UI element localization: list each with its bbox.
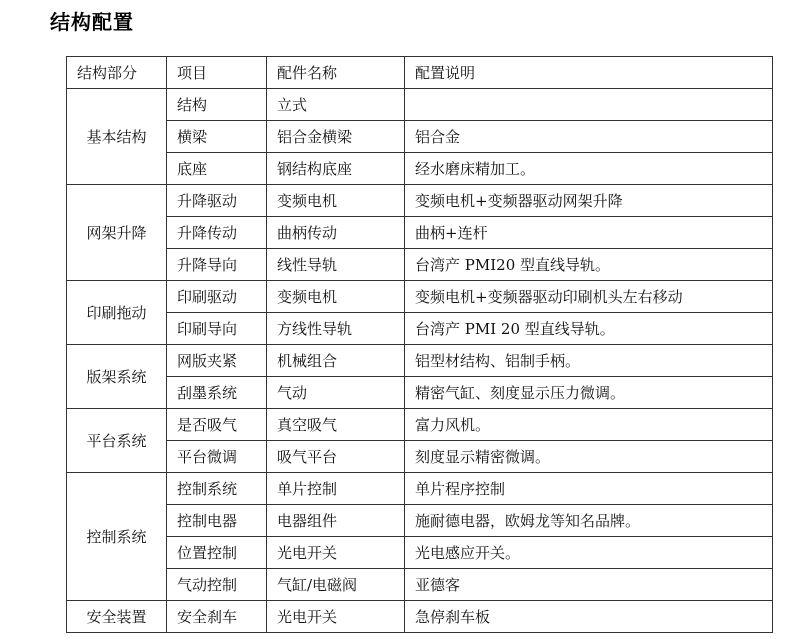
cell-description: 急停刹车板 — [405, 601, 773, 633]
table-row — [67, 185, 773, 217]
cell-component-name: 方线性导轨 — [267, 313, 405, 345]
cell-item: 是否吸气 — [167, 409, 267, 441]
cell-component-name: 机械组合 — [267, 345, 405, 377]
cell-item: 升降导向 — [167, 249, 267, 281]
cell-description: 光电感应开关。 — [405, 537, 773, 569]
cell-description: 亚德客 — [405, 569, 773, 601]
table-row — [67, 217, 773, 249]
cell-component-name: 气缸/电磁阀 — [267, 569, 405, 601]
cell-description: 铝型材结构、铝制手柄。 — [405, 345, 773, 377]
cell-component-name: 钢结构底座 — [267, 153, 405, 185]
cell-part: 印刷拖动 — [67, 281, 167, 345]
cell-description: 铝合金 — [405, 121, 773, 153]
cell-item: 刮墨系统 — [167, 377, 267, 409]
cell-component-name: 单片控制 — [267, 473, 405, 505]
cell-description: 单片程序控制 — [405, 473, 773, 505]
cell-component-name: 吸气平台 — [267, 441, 405, 473]
cell-component-name: 曲柄传动 — [267, 217, 405, 249]
table-row — [67, 377, 773, 409]
cell-description: 刻度显示精密微调。 — [405, 441, 773, 473]
table-row — [67, 569, 773, 601]
cell-component-name: 变频电机 — [267, 281, 405, 313]
cell-description — [405, 89, 773, 121]
cell-item: 升降传动 — [167, 217, 267, 249]
cell-item: 安全刹车 — [167, 601, 267, 633]
cell-component-name: 铝合金横梁 — [267, 121, 405, 153]
table-row — [67, 409, 773, 441]
page-title: 结构配置 — [50, 10, 134, 34]
cell-item: 底座 — [167, 153, 267, 185]
cell-description: 富力风机。 — [405, 409, 773, 441]
cell-description: 施耐德电器，欧姆龙等知名品牌。 — [405, 505, 773, 537]
cell-description: 变频电机+变频器驱动印刷机头左右移动 — [405, 281, 773, 313]
cell-part: 基本结构 — [67, 89, 167, 185]
table-row — [67, 281, 773, 313]
table-row — [67, 313, 773, 345]
header-item: 项目 — [167, 57, 267, 89]
cell-description: 曲柄+连杆 — [405, 217, 773, 249]
header-component-name: 配件名称 — [267, 57, 405, 89]
cell-component-name: 气动 — [267, 377, 405, 409]
cell-component-name: 电器组件 — [267, 505, 405, 537]
cell-part: 版架系统 — [67, 345, 167, 409]
cell-component-name: 立式 — [267, 89, 405, 121]
table-row — [67, 89, 773, 121]
cell-component-name: 变频电机 — [267, 185, 405, 217]
cell-item: 控制系统 — [167, 473, 267, 505]
cell-item: 网版夹紧 — [167, 345, 267, 377]
cell-component-name: 光电开关 — [267, 601, 405, 633]
cell-part: 安全装置 — [67, 601, 167, 633]
table-row — [67, 601, 773, 633]
table-row — [67, 441, 773, 473]
table-header-row — [67, 57, 773, 89]
cell-item: 结构 — [167, 89, 267, 121]
table-row — [67, 473, 773, 505]
header-part: 结构部分 — [67, 57, 167, 89]
cell-description: 变频电机+变频器驱动网架升降 — [405, 185, 773, 217]
cell-item: 印刷驱动 — [167, 281, 267, 313]
cell-item: 控制电器 — [167, 505, 267, 537]
table-row — [67, 505, 773, 537]
cell-description: 精密气缸、刻度显示压力微调。 — [405, 377, 773, 409]
table-row — [67, 345, 773, 377]
cell-part: 平台系统 — [67, 409, 167, 473]
cell-item: 平台微调 — [167, 441, 267, 473]
cell-description: 经水磨床精加工。 — [405, 153, 773, 185]
cell-component-name: 真空吸气 — [267, 409, 405, 441]
cell-part: 网架升降 — [67, 185, 167, 281]
cell-description: 台湾产 PMI20 型直线导轨。 — [405, 249, 773, 281]
header-description: 配置说明 — [405, 57, 773, 89]
table-body — [67, 89, 773, 633]
cell-item: 印刷导向 — [167, 313, 267, 345]
cell-item: 位置控制 — [167, 537, 267, 569]
structure-config-table — [66, 56, 773, 633]
table-row — [67, 121, 773, 153]
table-row — [67, 153, 773, 185]
table-row — [67, 537, 773, 569]
cell-item: 气动控制 — [167, 569, 267, 601]
cell-component-name: 光电开关 — [267, 537, 405, 569]
cell-component-name: 线性导轨 — [267, 249, 405, 281]
cell-item: 升降驱动 — [167, 185, 267, 217]
table-row — [67, 249, 773, 281]
cell-part: 控制系统 — [67, 473, 167, 601]
cell-item: 横梁 — [167, 121, 267, 153]
cell-description: 台湾产 PMI 20 型直线导轨。 — [405, 313, 773, 345]
